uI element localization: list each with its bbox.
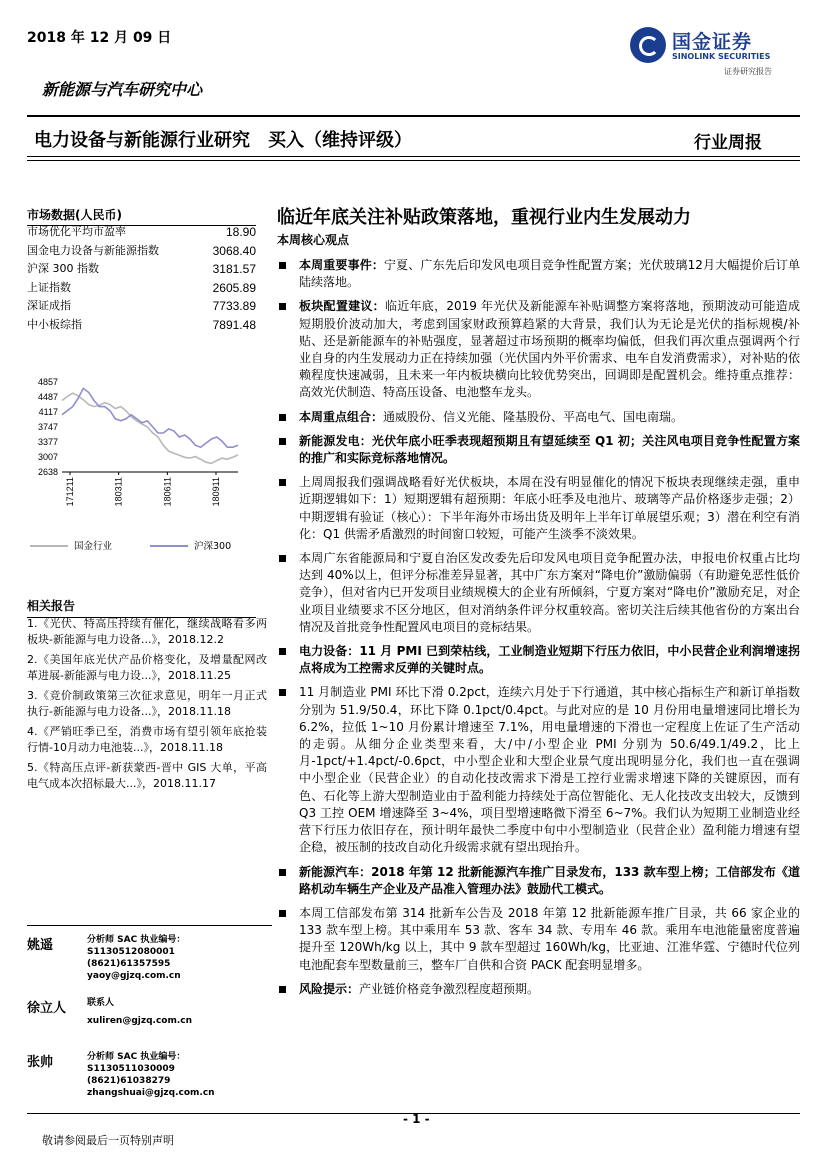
bullet-lead: 新能源汽车：2018 年第 12 批新能源汽车推广目录发布，133 款车型上榜；工信部发布《道路机动车辆生产企业及产品准入管理办法》鼓励代工模式。: [299, 864, 800, 896]
analyst-card: [27, 1049, 272, 1112]
bullet-portfolio: [277, 409, 800, 426]
bullet-risk: [277, 981, 800, 998]
bullet-lead: 板块配置建议：: [299, 299, 385, 314]
core-views-list: [277, 257, 800, 1005]
related-reports-title: 相关报告: [27, 597, 256, 618]
bullet-lead: 本周重要事件：: [299, 258, 384, 272]
market-row: [27, 316, 256, 335]
disclaimer-note: 敬请参阅最后一页特别声明: [42, 1134, 174, 1147]
analyst-card: [27, 995, 272, 1049]
analyst-phone: (8621)61038279: [87, 1076, 171, 1086]
bullet-allocation: [277, 298, 800, 401]
main-headline: 临近年底关注补贴政策落地，重视行业内生发展动力: [277, 207, 691, 228]
market-label: 中小板综指: [27, 317, 82, 331]
analyst-email[interactable]: xuliren@gjzq.com.cn: [87, 1016, 193, 1026]
series-line: [62, 393, 238, 463]
y-tick-label: 2638: [37, 467, 58, 477]
bullet-text: 临近年底，2019 年光伏及新能源车补贴调整方案将落地，预期波动可能造成短期股价波动加大，考虑到国家财政预算趋紧的大背景，我们认为无论是光伏的指标规模/补贴、还是新能源车的补贴强度，显著超过市场预期的概率均偏低，但我们再次重点强调两个行业自身的内生发展动力正在持续加强（光伏国内外平价需求、电车自发消费需求），对补贴的依赖程度快速减弱，且未来一年内板块横向比较优势突出，回调即是配置机会。维持重点推荐：高效光伏制造、特高压设备、电池整车龙头。: [299, 299, 800, 400]
y-tick-label: 4857: [37, 377, 58, 387]
bullet-ev-catalog: [277, 905, 800, 974]
market-value: 18.90: [225, 225, 256, 239]
bullet-lead: 本周重点组合：: [299, 409, 384, 424]
index-line-chart: [22, 370, 258, 560]
logo-name-en: SINOLINK SECURITIES: [672, 52, 771, 61]
related-report-link[interactable]: 5.《特高压点评-新获蒙西-晋中 GIS 大单，平高电气成本次招标最大...》，2018.11.17: [27, 761, 267, 790]
legend-label: 国金行业: [74, 541, 113, 552]
bullet-text: 本周广东省能源局和宁夏自治区发改委先后印发风电项目竞争配置办法，申报电价权重占比均达到 40%以上，但评分标准差异显著，其中广东方案对“降电价”激励偏弱（有助避免恶性低价竞争），但对省内已开发项目业绩规模大的企业有所倾斜，宁夏方案对“降电价”激励充足，对企业项目业绩要求不区分地区，但对消纳条件评分权重较高。密切关注后续其他省份的方案出台情况及首批竞争性配置风电项目的竞标结果。: [299, 551, 800, 634]
bullet-wind-view: [277, 550, 800, 636]
analyst-email[interactable]: zhangshuai@gjzq.com.cn: [87, 1088, 215, 1098]
legend-label: 沪深300: [194, 541, 232, 552]
header-divider: [27, 115, 800, 117]
analyst-info: [87, 934, 272, 982]
market-row: [27, 260, 256, 279]
related-report-link[interactable]: 1.《光伏、特高压持续有催化，继续战略看多两板块-新能源与电力设备...》，2018.12.2: [27, 617, 267, 646]
logo-mark-icon: [630, 27, 666, 63]
report-type: 行业周报: [694, 133, 762, 153]
related-report-link[interactable]: 3.《竞价制政策第三次征求意见，明年一月正式执行-新能源与电力设备...》，2018.11.18: [27, 689, 267, 718]
market-value: 3181.57: [212, 262, 256, 276]
market-value: 7733.89: [212, 299, 256, 313]
bullet-text: 上周周报我们强调战略看好光伏板块，本周在没有明显催化的情况下板块表现继续走强，重申近期逻辑如下：1）短期逻辑有超预期：年底小旺季及电池片、玻璃等产品价格逐步走强；2）中期逻辑有验证（核心）：下半年海外市场出货及明年上半年订单展望乐观；3）潜在利空有消化：Q1 供需矛盾激烈的时间窗口较短，可能产生淡季不淡效果。: [299, 475, 800, 541]
bullet-important-events: [277, 257, 800, 291]
market-label: 深证成指: [27, 299, 71, 312]
market-label: 沪深 300 指数: [27, 262, 99, 275]
bullet-text: 宁夏、广东先后印发风电项目竞争性配置方案；光伏玻璃12月大幅提价后订单陆续落地。: [299, 258, 800, 290]
analyst-role: 分析师 SAC 执业编号：S1130512080001: [87, 935, 186, 957]
analyst-role: 联系人: [87, 998, 115, 1008]
y-tick-label: 3377: [37, 437, 58, 448]
related-report-link[interactable]: 2.《美国年底光伏产品价格变化，及增量配网改革进展-新能源与电力设...》，2018.11.25: [27, 653, 267, 682]
company-logo: [630, 25, 800, 79]
related-reports-list: [27, 616, 267, 796]
market-label: 市场优化平均市盈率: [27, 225, 126, 238]
market-data-table: [27, 223, 256, 334]
analyst-info: [87, 1051, 272, 1099]
bullet-text: 通威股份、信义光能、隆基股份、平高电气、国电南瑞。: [383, 409, 684, 424]
core-views-heading: 本周核心观点: [277, 233, 350, 247]
report-title-bar: 电力设备与新能源行业研究 买入（维持评级）: [34, 130, 412, 151]
x-tick-label: 180311: [113, 477, 124, 507]
logo-subtitle: 证券研究报告: [724, 67, 772, 76]
analyst-name: 张帅: [27, 1055, 54, 1070]
analyst-role: 分析师 SAC 执业编号：S1130511030009: [87, 1052, 186, 1074]
analyst-email[interactable]: yaoy@gjzq.com.cn: [87, 971, 181, 981]
logo-name-cn: 国金证券: [672, 31, 753, 53]
analyst-name: 姚遥: [27, 938, 54, 953]
title-divider-bottom: [27, 160, 800, 161]
bullet-new-energy-generation: [277, 433, 800, 467]
bullet-lead: 电力设备：11 月 PMI 已到荣枯线，工业制造业短期下行压力依旧，中小民营企业利润增速拐点将成为工控需求反弹的关键时点。: [299, 644, 800, 676]
analyst-contacts: [27, 925, 272, 1112]
bullet-text: 产业链价格竞争激烈程度超预期。: [359, 981, 540, 996]
analyst-name: 徐立人: [27, 1001, 67, 1016]
analyst-card: [27, 932, 272, 995]
y-tick-label: 4487: [37, 392, 58, 403]
bullet-ev: [277, 864, 800, 898]
analyst-info: [87, 997, 192, 1027]
bullet-lead: 风险提示：: [299, 981, 360, 996]
market-label: 上证指数: [27, 280, 71, 294]
market-value: 3068.40: [212, 243, 256, 258]
y-tick-label: 3747: [37, 422, 58, 433]
bullet-pv-view: [277, 474, 800, 543]
market-data-title: 市场数据(人民币): [27, 206, 256, 226]
market-row: [27, 297, 256, 316]
page-number: - 1 -: [403, 1112, 430, 1126]
y-tick-label: 3007: [37, 452, 58, 463]
title-divider-top: [27, 156, 800, 157]
x-tick-label: 180911: [211, 477, 221, 507]
market-row: [27, 223, 256, 242]
market-value: 2605.89: [212, 280, 256, 295]
related-report-link[interactable]: 4.《严销旺季已至，消费市场有望引领年底抢装行情-10月动力电池装...》，2018.11.18: [27, 725, 267, 754]
market-value: 7891.48: [212, 317, 256, 332]
bullet-power-equipment: [277, 643, 800, 677]
report-date: 2018 年 12 月 09 日: [27, 30, 172, 46]
y-tick-label: 4117: [38, 407, 58, 418]
x-tick-label: 171211: [65, 477, 75, 507]
market-label: 国金电力设备与新能源指数: [27, 243, 159, 257]
series-line: [62, 388, 238, 447]
bullet-lead: 新能源发电：光伏年底小旺季表现超预期且有望延续至 Q1 初；关注风电项目竞争性配置方案的推广和实际竞标落地情况。: [299, 433, 800, 466]
analyst-phone: (8621)61357595: [87, 959, 171, 969]
market-row: [27, 279, 256, 298]
bullet-text: 11 月制造业 PMI 环比下滑 0.2pct，连续六月处于下行通道，其中核心指标生产和新订单指数分别为 51.9/50.4，环比下降 0.1pct/0.4pct。与此对应的是 10 月份用电量增速同比增长为 6.2%，拉低 1~10 月份累计增速至 7.1%，用电量增速的下滑也一定程度上佐证了生产活动的走弱。从细分企业类型来看，大/中/小型企业 PMI 分别为 50.6/49.1/49.2，比上月-1pct/+1.4pct/-0.6pct，中小型企业和大型企业景气度出现明显分化，我们也一直在强调中小型企业（民营企业）的自动化技改需求下滑是工控行业需求增速下降的关键原因，而有色、石化等上游大型制造业由于盈利能力持续处于高位智能化、无人化技改支出较大，反馈到 Q3 工控 OEM 增速降至 3~4%，项目型增速略微下滑至 6~7%。我们认为短期工业制造业经营下行压力依旧存在，预计明年最快二季度中旬中小型制造业（民营企业）盈利能力增速有望企稳，被压制的技改自动化升级需求就有望出现抬升。: [299, 685, 800, 855]
bullet-pmi-view: [277, 684, 800, 856]
bullet-text: 本周工信部发布第 314 批新车公告及 2018 年第 12 批新能源车推广目录，共 66 家企业的 133 款车型上榜。其中乘用车 53 款、客车 34 款、专用车 46 款。乘用车电池能量密度普遍提升至 120Wh/kg 以上，其中 9 款车型超过 160Wh/kg，比亚迪、江淮华霆、宁德时代位列电池配套车型数量前三，整车厂自供和合资 PACK 配套明显增多。: [299, 905, 800, 972]
research-center: 新能源与汽车研究中心: [42, 80, 203, 99]
x-tick-label: 180611: [162, 477, 173, 507]
market-row: [27, 242, 256, 261]
